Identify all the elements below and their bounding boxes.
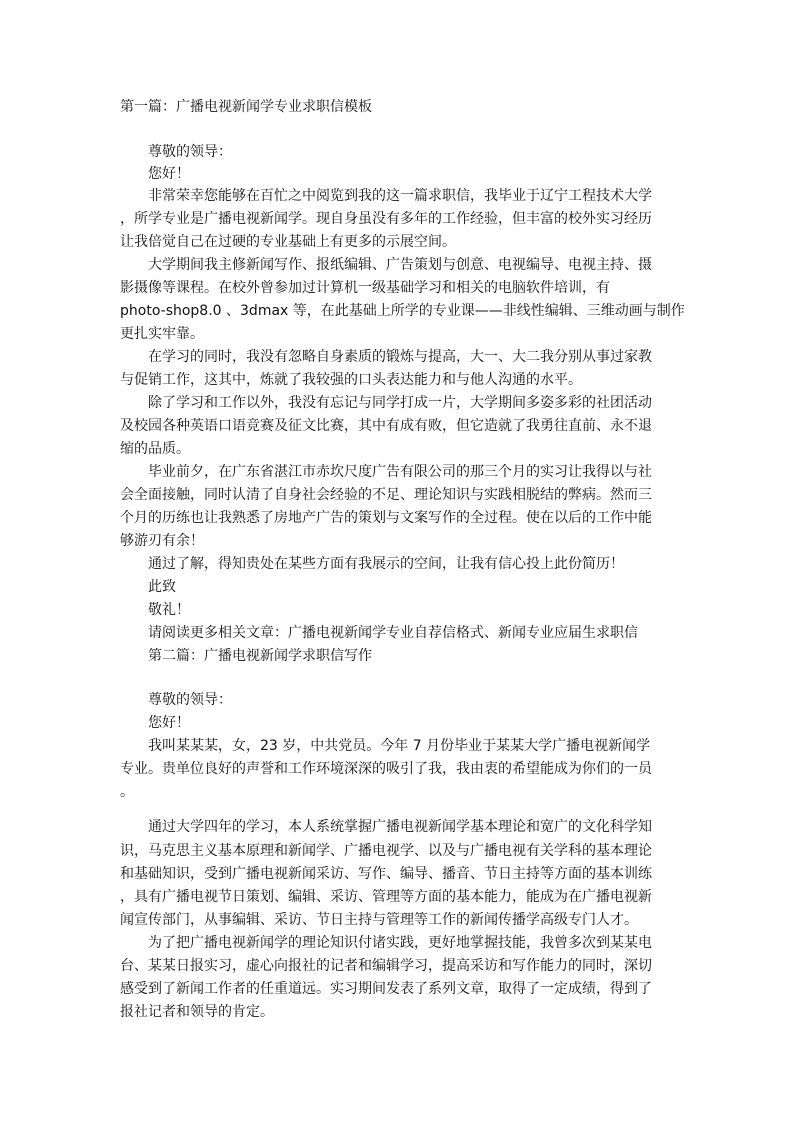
section-title-2: 第二篇：广播电视新闻学求职信写作 xyxy=(148,648,372,664)
paragraph-line: 让我倍觉自己在过硬的专业基础上有更多的示展空间。 xyxy=(120,234,456,250)
paragraph-line: 除了学习和工作以外，我没有忘记与同学打成一片，大学期间多姿多彩的社团活动 xyxy=(148,395,652,411)
paragraph-line: 我叫某某某，女，23 岁，中共党员。今年 7 月份毕业于某某大学广播电视新闻学 xyxy=(148,738,651,754)
paragraph-line: 非常荣幸您能够在百忙之中阅览到我的这一篇求职信，我毕业于辽宁工程技术大学 xyxy=(148,188,652,204)
paragraph-line: 。 xyxy=(120,784,134,800)
paragraph-line: 缩的品质。 xyxy=(120,441,190,457)
paragraph-line: 报社记者和领导的肯定。 xyxy=(120,1004,274,1020)
paragraph-line: 通过了解，得知贵处在某些方面有我展示的空间，让我有信心投上此份简历！ xyxy=(148,556,624,572)
greeting: 您好！ xyxy=(148,166,190,182)
paragraph-line: 够游刃有余！ xyxy=(120,533,204,549)
paragraph-line: 在学习的同时，我没有忽略自身素质的锻炼与提高，大一、大二我分别从事过家教 xyxy=(148,349,652,365)
paragraph-line: 专业。贵单位良好的声誉和工作环境深深的吸引了我，我由衷的希望能成为你们的一员 xyxy=(120,761,652,777)
paragraph-line: ，具有广播电视节日策划、编辑、采访、管理等方面的基本能力，能成为在广播电视新 xyxy=(120,889,652,905)
salutation: 尊敬的领导： xyxy=(148,692,232,708)
paragraph-line: 和基础知识，受到广播电视新闻采访、写作、编导、播音、节日主持等方面的基本训练 xyxy=(120,866,652,882)
paragraph-line: 通过大学四年的学习，本人系统掌握广播电视新闻学基本理论和宽广的文化科学知 xyxy=(148,819,652,835)
paragraph-line: 会全面接触，同时认清了自身社会经验的不足、理论知识与实践相脱结的弊病。然而三 xyxy=(120,487,652,503)
paragraph-line: 与促销工作，这其中，炼就了我较强的口头表达能力和与他人沟通的水平。 xyxy=(120,372,582,388)
paragraph-line: 为了把广播电视新闻学的理论知识付诸实践，更好地掌握技能，我曾多次到某某电 xyxy=(148,935,652,951)
paragraph-line: ，所学专业是广播电视新闻学。现自身虽没有多年的工作经验，但丰富的校外实习经历 xyxy=(120,211,652,227)
paragraph-line: photo-shop8.0 、3dmax 等，在此基础上所学的专业课——非线性编辑、三维动画与制作 xyxy=(120,303,685,319)
paragraph-line: 及校园各种英语口语竞赛及征文比赛，其中有成有败，但它造就了我勇往直前、永不退 xyxy=(120,418,652,434)
paragraph-line: 影摄像等课程。在校外曾参加过计算机一级基础学习和相关的电脑软件培训，有 xyxy=(120,280,610,296)
salutation: 尊敬的领导： xyxy=(148,144,232,160)
paragraph-line: 个月的历练也让我熟悉了房地产广告的策划与文案写作的全过程。使在以后的工作中能 xyxy=(120,510,652,526)
greeting: 您好！ xyxy=(148,715,190,731)
section-title-1: 第一篇：广播电视新闻学专业求职信模板 xyxy=(120,99,372,115)
paragraph-line: 毕业前夕，在广东省湛江市赤坎尺度广告有限公司的那三个月的实习让我得以与社 xyxy=(148,464,652,480)
paragraph-line: 感受到了新闻工作者的任重道远。实习期间发表了系列文章，取得了一定成绩，得到了 xyxy=(120,981,652,997)
paragraph-line: 识，马克思主义基本原理和新闻学、广播电视学、以及与广播电视有关学科的基本理论 xyxy=(120,843,652,859)
paragraph-line: 大学期间我主修新闻写作、报纸编辑、广告策划与创意、电视编导、电视主持、摄 xyxy=(148,257,652,273)
paragraph-line: 闻宣传部门，从事编辑、采访、节日主持与管理等工作的新闻传播学高级专门人才。 xyxy=(120,912,638,928)
related-articles-line: 请阅读更多相关文章：广播电视新闻学专业自荐信格式、新闻专业应届生求职信 xyxy=(148,625,638,641)
closing-line: 此致 xyxy=(148,579,176,595)
paragraph-line: 台、某某日报实习，虚心向报社的记者和编辑学习，提高采访和写作能力的同时，深切 xyxy=(120,958,652,974)
paragraph-line: 更扎实牢靠。 xyxy=(120,326,204,342)
closing-line: 敬礼！ xyxy=(148,602,190,618)
